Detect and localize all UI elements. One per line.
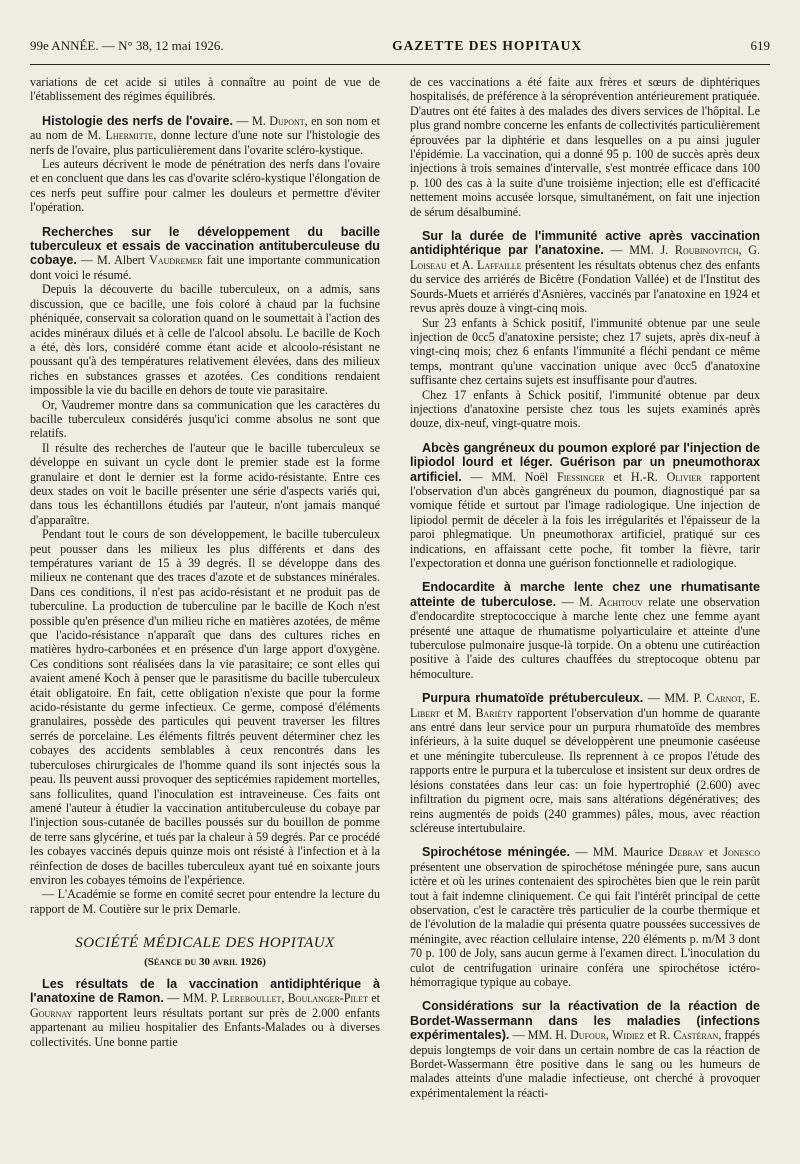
author-name: Lereboullet, Boulanger-Pilet xyxy=(222,991,368,1006)
article-bacille-tuberculeux xyxy=(30,225,380,917)
author-name: Castéran xyxy=(673,1028,719,1043)
article-lead: Sur la durée de l'immunité active après vaccination antidiphtérique par l'anatoxine. — MM. J. Roubinovitch, G. Loiseau et A. Laffaille présentent les résultats obtenus chez des enfants du service des arriérés de Bicêtre (Fondation Vallée) et de l'Institut des Sourds-Muets et arriérés d'Asnières, vaccinés par l'anatoxine en 1924 et revus après douze à vingt-cinq mois. xyxy=(410,229,760,316)
left-column xyxy=(30,75,380,1100)
article-lead: Abcès gangréneux du poumon exploré par l'injection de lipiodol lourd et léger. Guérison par un pneumothorax artificiel. — MM. Noël Fiessinger et H.-R. Olivier rapportent l'observation d'un abcès gangréneux du poumon, diagnostiqué par sa vomique fétide et surtout par l'image radiologique. Une injection de lipiodol permit de déceler à la fois les irrégularités et l'épaisseur de la paroi phlegmatique. Un pneumothorax artificiel, pratiqué sur ces indications, en affaissant cette poche, fit tomber la fièvre, tarir l'expectoration et donna une guérison fonctionnelle et radiologique. xyxy=(410,440,760,570)
paragraph: Il résulte des recherches de l'auteur que le bacille tuberculeux se développe en suivant un cycle dont le premier stade est la forme granulaire et dont le dernier est la forme acido-résistante. Entre ces deux stades on voit le bacille présenter une série d'aspects variés qui, dans tous les échantillons étudiés par l'auteur, n'ont jamais manqué d'apparaître. xyxy=(30,440,380,527)
article-title: Spirochétose méningée. xyxy=(422,845,570,860)
author-name: Lhermitte xyxy=(105,128,154,143)
session-date: (Séance du 30 avril 1926) xyxy=(144,955,266,968)
article-title: Histologie des nerfs de l'ovaire. xyxy=(42,113,233,128)
article-histologie xyxy=(30,114,380,215)
article-lead: Recherches sur le développement du bacille tuberculeux et essais de vaccination antituberculeuse du cobaye. — M. Albert Vaudremer fait une importante communication dont voici le résumé. xyxy=(30,224,380,282)
article-lead: Histologie des nerfs de l'ovaire. — M. Dupont, en son nom et au nom de M. Lhermitte, donne lecture d'une note sur l'histologie des nerfs de l'ovaire, plus particulièrement dans l'ovarite scléro-kystique. xyxy=(30,113,381,157)
article-endocardite xyxy=(410,580,760,681)
article-title: Abcès gangréneux du poumon exploré par l'injection de lipiodol lourd et léger. Guérison par un pneumothorax artificiel. xyxy=(410,440,760,484)
author-name: Laffaille xyxy=(476,257,522,272)
paragraph: — L'Académie se forme en comité secret pour entendre la lecture du rapport de M. Coutière sur le prix Demarle. xyxy=(30,887,380,916)
article-title: Recherches sur le développement du bacille tuberculeux et essais de vaccination antituberculeuse du cobaye. xyxy=(30,224,380,268)
article-bordet-wassermann xyxy=(410,999,760,1100)
article-lead: Endocardite à marche lente chez une rhumatisante atteinte de tuberculose. — M. Achitouv relate une observation d'endocardite streptococcique à marche lente chez une femme ayant présenté une attaque de rhumatisme polyarticulaire et atteinte d'une tuberculose pulmonaire jusque-là torpide. On a obtenu une cutiréaction positive à l'aide des cultures chauffées du streptocoque obtenu par hémoculture. xyxy=(410,580,760,681)
author-name: Jonesco xyxy=(723,845,760,860)
author-name: Widiez xyxy=(612,1028,645,1043)
article-title: Les résultats de la vaccination antidiphtérique à l'anatoxine de Ramon. xyxy=(30,976,380,1006)
author-name: Dupont xyxy=(269,113,305,128)
article-title: Endocardite à marche lente chez une rhumatisante atteinte de tuberculose. xyxy=(410,580,760,609)
paragraph: Sur 23 enfants à Schick positif, l'immunité obtenue par une seule injection de 0cc5 d'anatoxine persiste; chez 17 sujets, après dix-neuf à vingt-cinq mois; chez 6 enfants l'immunité a fléchi pendant ce même temps, montrant qu'une vaccination unique avec 0cc5 d'anatoxine suffisante chez certains sujets est insuffisante pour d'autres. xyxy=(410,315,760,388)
author-name: Debray xyxy=(668,845,704,860)
page-header xyxy=(30,38,770,54)
author-name: Achitouv xyxy=(598,594,643,609)
author-name: Vaudremer xyxy=(149,253,203,268)
paragraph: Les auteurs décrivent le mode de pénétration des nerfs dans l'ovaire et en concluent que dans les cas d'ovarite scléro-kystique l'élongation de ces nerfs peut suffire pour calmer les douleurs et permettre d'éviter l'opération. xyxy=(30,157,380,215)
article-abces-gangreneux xyxy=(410,441,760,571)
paragraph: Chez 17 enfants à Schick positif, l'immunité obtenue par deux injections d'anatoxine persiste chez tous les sujets examinés après douze, dix-neuf, vingt-quatre mois. xyxy=(410,387,760,431)
article-lead: Purpura rhumatoïde prétuberculeux. — MM. P. Carnot, E. Libert et M. Bariéty rapportent l'observation d'un homme de quarante ans entré dans leur service pour un purpura rhumatoïde des membres inférieurs, à la suite duquel se développèrent une pneumonie caséeuse et une méningite tuberculeuse. Ils reprennent à ce propos l'étude des rapports entre le purpura et la tuberculose et insistent sur deux ordres de lésions constatées dans leur cas: un foie hypertrophié (2.600) avec infiltration du pigment ocre, mais sans altérations dégénératives; des reins augmentés de poids (240 grammes) pâles, mous, avec réaction scléreuse intertubulaire. xyxy=(410,691,760,835)
author-name: Fiessinger xyxy=(557,469,605,484)
article-title: Purpura rhumatoïde prétuberculeux. xyxy=(422,691,644,706)
author-name: Carnot xyxy=(706,691,743,706)
paragraph: Depuis la découverte du bacille tuberculeux, on a admis, sans discussion, que ce bacille, une fois coloré à chaud par la fuchsine phéniquée, conservait sa coloration quand on le soumettait à l'action des acides minéraux dilués et à celle de l'alcool absolu. Le bacille de Koch a été, dès lors, considéré comme étant acide et alcoolo-résistant ne poussant qu'à des températures relativement élevées, dans des milieux riches en substances grasses et azotées. Ces conditions rendaient impossible la vie du bacille en dehors de toute vie parasitaire. xyxy=(30,282,380,398)
article-spirochetose xyxy=(410,845,760,989)
continued-text: variations de cet acide si utiles à connaître au point de vue de l'établissement des régimes équilibrés. xyxy=(30,75,380,104)
article-title: Sur la durée de l'immunité active après vaccination antidiphtérique par l'anatoxine. xyxy=(410,229,760,258)
article-title: Considérations sur la réactivation de la réaction de Bordet-Wassermann dans les maladies (infections expérimentales). xyxy=(410,999,760,1043)
paragraph: Pendant tout le cours de son développement, le bacille tuberculeux peut pousser dans les milieux les plus différents et dans des températures variant de 15 à 39 degrés. Il se développe dans des milieux ne contenant que des traces d'azote et de substances minérales. Dans ces conditions, il n'est pas acido-résistant et ne produit pas de tuberculine. La production de tuberculine par le bacille de Koch n'est possible qu'en présence d'un milieu riche en matières azotées, de même que l'acido-résistance n'apparaît que dans des cultures riches en matières hydro-carbonées et en présence d'un large apport d'oxygène. Ces conditions sont réalisées dans la vie parasitaire; ce sont elles qui avaient amené Koch à penser que le parasitisme du bacille tuberculeux était obligatoire. En fait, cette obligation n'existe que pour la forme acido-résistante du germe infectieux. Ce germe, composé d'éléments granulaires, possède des particules qui peuvent traverser les filtres serrés de porcelaine. Les éléments filtrés peuvent déterminer chez les cobayes des accidents semblables à ceux rencontrés dans les tuberculoses chirurgicales de l'homme quand ils sont injectés sous la peau. Ils peuvent aussi provoquer des septicémies rapidement mortelles, sans folliculites, quand l'inoculation est intraveineuse. Ces faits ont amené l'auteur à étudier la vaccination antituberculeuse du cobaye par l'injection sous-cutanée de bacilles poussés sur du bouillon de pomme de terre sans glycérine, et tués par la chaleur à 59 degrés. Par ce procédé les cobayes vaccinés depuis quinze mois ont résisté à l'infection et à la réinfection de doses de bacilles tuberculeux ayant tué en soixante jours environ les cobayes témoins de l'expérience. xyxy=(30,527,380,887)
page-number: 619 xyxy=(750,38,770,53)
article-duree-immunite xyxy=(410,229,760,431)
author-name: Loiseau xyxy=(410,257,447,272)
article-anatoxine-ramon xyxy=(30,977,380,1049)
author-name: Roubinovitch xyxy=(674,243,739,258)
header-rule xyxy=(30,64,770,65)
two-column-body xyxy=(30,75,770,1100)
article-lead: Les résultats de la vaccination antidiphtérique à l'anatoxine de Ramon. — MM. P. Lereboullet, Boulanger-Pilet et Gournay rapportent leurs résultats portant sur près de 2.000 enfants appartenant au milieu hospitalier des Enfants-Malades ou à diverses collectivités. Une bonne partie xyxy=(30,976,380,1049)
issue-info: 99e ANNÉE. — N° 38, 12 mai 1926. xyxy=(30,38,224,53)
author-name: Dufour xyxy=(570,1028,606,1043)
author-name: Olivier xyxy=(666,469,702,484)
author-name: Libert xyxy=(410,705,441,720)
author-name: Gournay xyxy=(30,1005,73,1020)
continued-text: de ces vaccinations a été faite aux frères et sœurs de diphtériques hospitalisés, de préférence à la séroprévention antérieurement pratiquée. D'autres ont été faites à des malades des divers services de l'hôpital. Le plus grand nombre concerne les enfants de collectivités particulièrement éprouvées par la diphtérie et dans lesquelles on a pu ainsi juguler l'épidémie. La vaccination, qui a donné 95 p. 100 de succès après deux injections à trois semaines d'intervalle, s'est montrée efficace dans 100 p. 100 des cas à la suite d'une troisième injection; elle est d'efficacité nettement moins accusée lorsque, simultanément, on fait une injection de sérum désalbuminé. xyxy=(410,75,760,219)
article-lead: Spirochétose méningée. — MM. Maurice Debray et Jonesco présentent une observation de spirochétose méningée pure, sans aucun ictère et où les urines contenaient des spirochètes bien que le rein parût tout à fait indemne cliniquement. Ce qui fait l'intérêt principal de cette observation, c'est le caractère très particulier de la courbe thermique et de l'évolution de la maladie qui présenta quatre poussées successives de méningite, avec réaction cellulaire intense, 220 éléments p. m/M 3 dont 70 p. 100 de Joly, sans aucun germe à l'examen direct. L'inoculation du culot de centrifugation urinaire conféra une spirochétose ictéro-hémorragique typique au cobaye. xyxy=(410,845,760,989)
right-column xyxy=(410,75,760,1100)
section-title: SOCIÉTÉ MÉDICALE DES HOPITAUX xyxy=(75,935,335,952)
article-lead: Considérations sur la réactivation de la réaction de Bordet-Wassermann dans les maladies (infections expérimentales). — MM. H. Dufour, Widiez et R. Castéran, frappés depuis longtemps de voir dans un certain nombre de cas la réaction de Bordet-Wassermann être positive dans le sang ou les humeurs de malades atteints d'une maladie infectieuse, ont cherché à provoquer expérimentalement la réacti- xyxy=(410,999,760,1100)
paragraph: Or, Vaudremer montre dans sa communication que les caractères du bacille tuberculeux considérés jusqu'ici comme absolus ne sont que relatifs. xyxy=(30,397,380,441)
article-purpura xyxy=(410,691,760,835)
author-name: Bariéty xyxy=(475,705,513,720)
journal-title: GAZETTE DES HOPITAUX xyxy=(392,38,583,53)
